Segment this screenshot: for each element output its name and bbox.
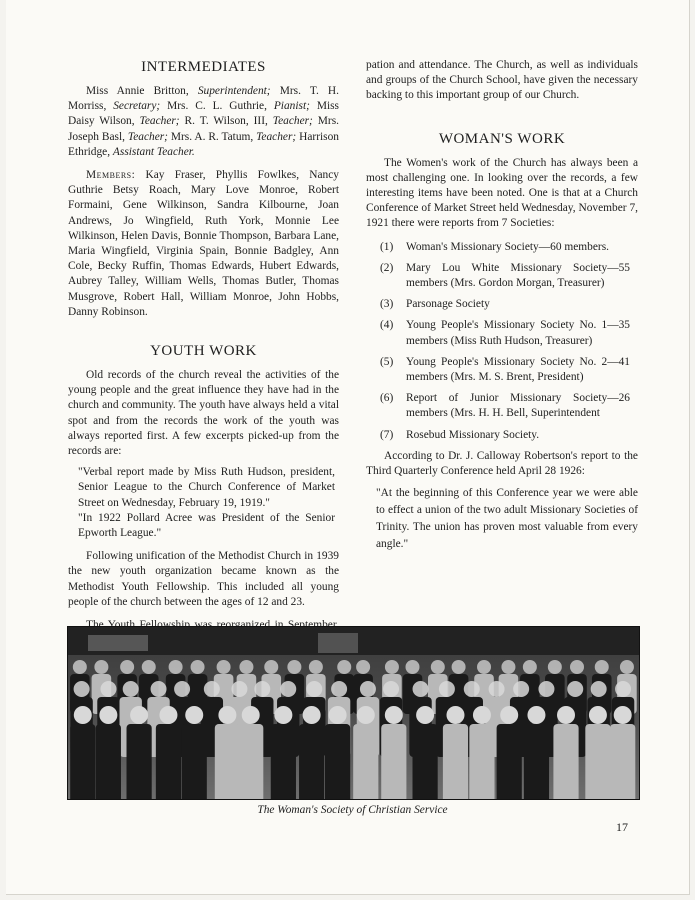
staff-name: R. T. Wilson, III, (179, 115, 273, 128)
person-head (159, 706, 177, 724)
person-head (100, 681, 116, 697)
society-text: Report of Junior Missionary Society—26 members (Mrs. H. H. Bell, Superintendent (406, 392, 630, 420)
youth-work-para-1: Old records of the church reveal the activities of the young people and the great influence they have had in the church and community. The youth have always held a vital spot and from the records the work of the youth was always reported first. A few excerpts picked-up from the records are: (68, 369, 339, 458)
group-photo (67, 626, 640, 800)
person-figure (271, 724, 296, 799)
person-head (309, 660, 323, 674)
society-item (366, 261, 638, 291)
person-head (431, 660, 445, 674)
person-head (287, 660, 301, 674)
society-number: (4) (380, 319, 394, 332)
society-item (366, 240, 638, 255)
staff-role: Pianist; (273, 100, 310, 113)
person-head (413, 681, 429, 697)
person-head (615, 681, 631, 697)
person-head (356, 660, 370, 674)
society-item (366, 318, 638, 348)
person-head (280, 681, 296, 697)
person-head (99, 706, 117, 724)
person-head (473, 706, 491, 724)
person-figure (381, 724, 406, 799)
person-figure (182, 724, 207, 799)
person-figure (325, 724, 350, 799)
society-number: (7) (380, 428, 394, 441)
person-head (489, 681, 505, 697)
staff-role: Secretary; (113, 100, 161, 113)
person-figure (469, 724, 494, 799)
person-head (523, 660, 537, 674)
youth-work-para-3-continued: pation and attendance. The Church, as well as individuals and groups of the Church School, have given the necessary backing to this important group of our Church. (366, 59, 638, 102)
person-head (567, 681, 583, 697)
society-number: (2) (380, 261, 394, 274)
intermediates-staff (68, 84, 339, 160)
staff-name: Mrs. Joseph Basl, (68, 115, 339, 143)
society-number: (5) (380, 355, 394, 368)
page-number: 17 (616, 820, 628, 834)
intermediates-members (68, 168, 339, 320)
person-figure (585, 724, 610, 799)
person-head (274, 706, 292, 724)
person-figure (238, 724, 263, 799)
person-head (74, 681, 90, 697)
person-head (169, 660, 183, 674)
society-text: Young People's Missionary Society No. 2—41 members (Mrs. M. S. Brent, President) (406, 355, 630, 384)
members-text: Kay Fraser, Phyllis Fowlkes, Nancy Guthrie Betsy Roach, Mary Love Monroe, Robert Formaini, Gene Wilkinson, Sandra Kilbourne, Joan Andrews, Jo Wingfield, Ruth York, Monnie Lee Wilkinson, Helen Davis, Bonnie Thompson, Barbara Lane, Maria Wingfield, Virginia Spain, Bonnie Badgley, Ann Cole, Becky Ruffin, Thomas Edwards, Hubert Edwards, Aubrey Talley, William Wells, Thomas Butler, Thomas Musgrove, Robert Hall, William Monroe, John Hobbs, Danny Robinson. (68, 169, 339, 318)
person-head (452, 660, 466, 674)
staff-role: Teacher; (272, 115, 313, 128)
person-head (405, 660, 419, 674)
person-head (464, 681, 480, 697)
staff-role: Teacher; (127, 130, 168, 143)
person-head (254, 681, 270, 697)
youth-work-para-2: Following unification of the Methodist Church in 1939 the new youth organization became known as the Methodist Youth Fellowship. This included all young people of the church between the ages of 12 and 23. (68, 550, 339, 608)
person-head (123, 681, 139, 697)
person-head (513, 681, 529, 697)
staff-name: Mrs. C. L. Guthrie, (160, 100, 274, 113)
person-head (591, 681, 607, 697)
youth-work-quote-2: "In 1922 Pollard Acree was President of the Senior Epworth League." (78, 511, 335, 540)
person-figure (70, 724, 95, 799)
person-figure (215, 724, 240, 799)
person-head (264, 660, 278, 674)
person-head (446, 706, 464, 724)
society-number: (1) (380, 240, 394, 253)
person-figure (553, 724, 578, 799)
society-text: Woman's Missionary Society—60 members. (406, 240, 609, 253)
person-figure (412, 724, 437, 799)
staff-name: Mrs. T. H. Morriss, (68, 85, 339, 113)
society-text: Mary Lou White Missionary Society—55 members (Mrs. Gordon Morgan, Treasurer) (406, 261, 630, 290)
person-head (191, 660, 205, 674)
person-head (185, 706, 203, 724)
intermediates-heading: INTERMEDIATES (141, 59, 266, 75)
person-head (239, 660, 253, 674)
staff-name: Miss Daisy Wilson, (68, 100, 339, 128)
person-head (548, 660, 562, 674)
person-head (385, 660, 399, 674)
womans-work-para-1: The Women's work of the Church has always been a most challenging one. In looking over the records, a few interesting items have been noted. One is that at a Church Conference of Market Street held Wednesday, November 7, 1921 there were reports from 7 Societies: (366, 156, 638, 230)
person-head (306, 681, 322, 697)
society-number: (3) (380, 298, 394, 311)
society-text: Rosebud Missionary Society. (406, 428, 540, 441)
staff-role: Superintendent; (197, 85, 271, 97)
person-head (242, 706, 260, 724)
person-figure (96, 724, 121, 799)
person-head (439, 681, 455, 697)
person-head (589, 706, 607, 724)
person-head (614, 706, 632, 724)
youth-work-heading: YOUTH WORK (150, 343, 257, 360)
person-head (337, 660, 351, 674)
person-head (151, 681, 167, 697)
person-head (620, 660, 634, 674)
person-head (477, 660, 491, 674)
person-head (218, 706, 236, 724)
staff-name: Miss Annie Britton, (86, 85, 198, 97)
person-head (94, 660, 108, 674)
societies-list (366, 240, 638, 443)
society-text: Parsonage Society (406, 298, 490, 311)
person-head (231, 681, 247, 697)
person-figure (610, 724, 635, 799)
person-head (500, 706, 518, 724)
person-head (557, 706, 575, 724)
person-figure (299, 724, 324, 799)
staff-role: Teacher; (139, 115, 180, 128)
person-head (130, 706, 148, 724)
society-item (366, 428, 638, 443)
person-head (73, 660, 87, 674)
person-figure (524, 724, 549, 799)
person-head (217, 660, 231, 674)
person-head (501, 660, 515, 674)
staff-role: Assistant Teacher. (112, 145, 195, 158)
person-head (383, 681, 399, 697)
society-text: Young People's Missionary Society No. 1—35 members (Miss Ruth Hudson, Treasurer) (406, 319, 630, 347)
person-head (538, 681, 554, 697)
staff-name: Mrs. A. R. Tatum, (167, 130, 257, 143)
person-head (595, 660, 609, 674)
society-item (366, 391, 638, 421)
person-head (570, 660, 584, 674)
person-figure (127, 724, 152, 799)
womans-work-quote: "At the beginning of this Conference year we were able to effect a union of the two adult Missionary Societies of Trinity. The union has proven most valuable from every angle." (376, 487, 638, 551)
photo-caption: The Woman's Society of Christian Service (257, 804, 448, 816)
person-head (385, 706, 403, 724)
person-head (74, 706, 92, 724)
society-item (366, 297, 638, 312)
staff-name: Harrison Ethridge, (68, 130, 339, 158)
person-head (416, 706, 434, 724)
person-figure (156, 724, 181, 799)
person-head (357, 706, 375, 724)
person-head (527, 706, 545, 724)
womans-work-para-2: According to Dr. J. Calloway Robertson's report to the Third Quarterly Conference held April 28 1926: (366, 449, 638, 478)
person-head (303, 706, 321, 724)
person-figure (497, 724, 522, 799)
person-head (331, 681, 347, 697)
right-column (366, 58, 638, 553)
person-head (360, 681, 376, 697)
youth-work-quote-1: "Verbal report made by Miss Ruth Hudson, president, Senior League to the Church Conference of Market Street on Wednesday, February 19, 1919." (78, 466, 335, 509)
person-head (329, 706, 347, 724)
staff-role: Teacher; (256, 130, 297, 143)
womans-work-heading: WOMAN'S WORK (438, 130, 566, 147)
members-label: Members: (86, 169, 136, 182)
person-figure (353, 724, 378, 799)
left-column (68, 58, 339, 664)
society-number: (6) (380, 392, 394, 405)
person-head (120, 660, 134, 674)
person-head (142, 660, 156, 674)
person-head (204, 681, 220, 697)
person-head (174, 681, 190, 697)
person-figure (443, 724, 468, 799)
group-photo-image (68, 627, 639, 799)
society-item (366, 355, 638, 385)
